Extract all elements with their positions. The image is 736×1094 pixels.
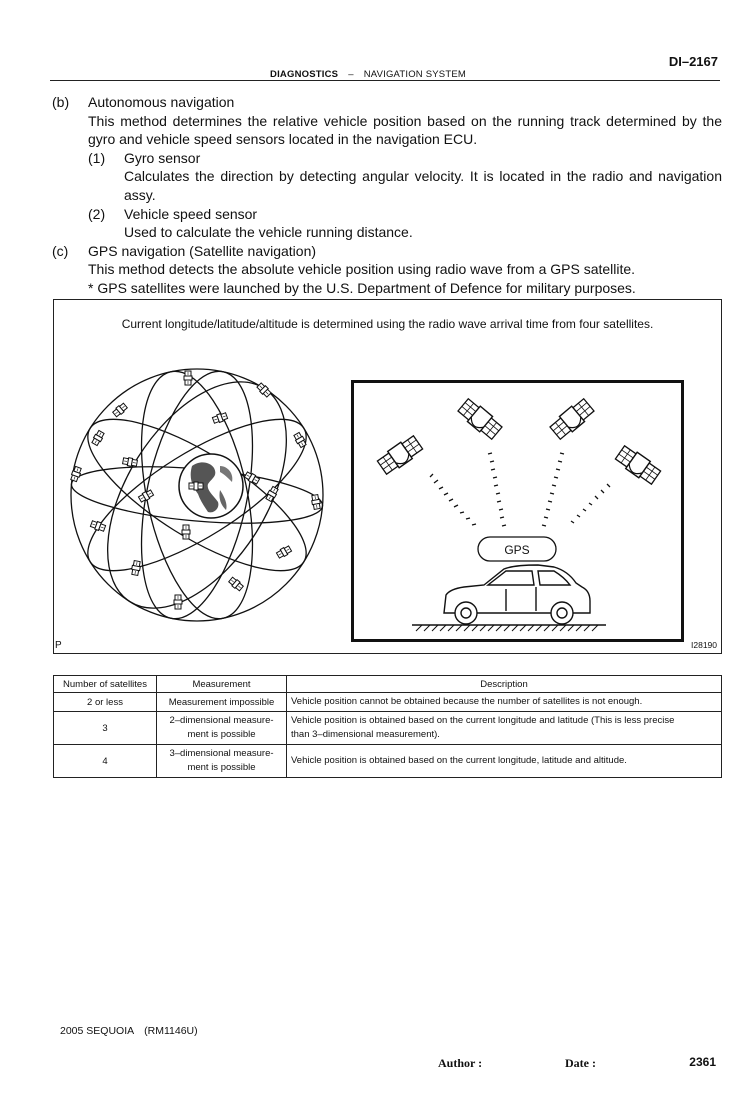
satellite-icon [376,434,424,476]
satellite-icon [457,397,504,441]
section-b-title: Autonomous navigation [88,94,235,110]
cell-measurement-line1: 3–dimensional measure- [169,748,274,759]
gps-figure [53,299,722,654]
table-header-row [54,676,722,693]
table-row [54,712,722,745]
car-icon [444,565,590,624]
section-b-label: (b) [52,94,70,110]
cell-measurement-line2: ment is possible [187,762,256,773]
header-number-of-satellites: Number of satellites [54,676,157,693]
section-c-label: (c) [52,242,69,259]
cell-satellites: 2 or less [54,693,157,712]
cell-description-line2: than 3–dimensional measurement). [291,729,440,740]
section-b1-text: Calculates the direction by detecting angular velocity. It is located in the radio and navigation assy. [124,168,722,203]
section-c-title: GPS navigation (Satellite navigation) [88,242,317,259]
section-c-note: * GPS satellites were launched by the U.S. Department of Defence for military purposes. [88,279,636,296]
section-b1-label: (1) [88,149,106,166]
footer-date-label: Date : [565,1056,596,1070]
cell-description: Vehicle position cannot be obtained because the number of satellites is not enough. [287,693,722,712]
satellite-icon [549,397,596,441]
cell-description: Vehicle position is obtained based on the current longitude, latitude and altitude. [287,745,722,778]
cell-description [287,712,722,745]
cell-measurement-line1: 2–dimensional measure- [169,715,274,726]
header-description: Description [287,676,722,693]
satellite-to-car-illustration [351,380,684,642]
section-c-heading [52,242,722,261]
cell-satellites: 3 [54,712,157,745]
figure-corner-mark: P [55,640,62,651]
page-header [0,69,736,80]
section-b2-heading [88,205,722,224]
cell-measurement [157,712,287,745]
figure-id: I28190 [691,640,717,650]
satellite-icon [614,444,662,486]
satellite-measurement-table [53,675,722,778]
section-b-text: This method determines the relative vehicle position based on the running track determined by the gyro and vehicle speed sensors located in the navigation ECU. [88,112,722,148]
header-rule [50,80,720,81]
section-b2-title: Vehicle speed sensor [124,205,258,222]
section-b-heading [52,93,722,112]
road-surface [412,625,606,631]
cell-measurement-line2: ment is possible [187,729,256,740]
table-row [54,693,722,712]
satellite-orbit-illustration [68,366,326,624]
footer-model-name: 2005 SEQUOIA [60,1025,135,1037]
header-measurement: Measurement [157,676,287,693]
header-system: NAVIGATION SYSTEM [363,69,466,80]
header-separator: – [348,69,354,80]
gps-label: GPS [504,543,530,557]
figure-caption: Current longitude/latitude/altitude is determined using the radio wave arrival time from four satellites. [121,317,654,331]
section-b2-text: Used to calculate the vehicle running distance. [124,224,413,241]
cell-measurement: Measurement impossible [157,693,287,712]
cell-measurement [157,745,287,778]
table-row [54,745,722,778]
page-id: DI–2167 [668,54,718,69]
section-b1-heading [88,149,722,168]
section-b1-title: Gyro sensor [124,149,201,166]
gps-signal-diagram [354,383,681,639]
section-b2-label: (2) [88,205,106,222]
header-section: DIAGNOSTICS [270,69,339,80]
cell-description-line1: Vehicle position is obtained based on the current longitude and latitude (This is less precise [291,715,675,726]
footer-page-number: 2361 [689,1055,716,1069]
radio-wave-signals [430,453,610,526]
footer-model [60,1025,208,1037]
footer-manual-code: (RM1146U) [144,1025,198,1037]
cell-satellites: 4 [54,745,157,778]
section-c-text: This method detects the absolute vehicle position using radio wave from a GPS satellite. [88,261,636,278]
body-text [52,93,722,298]
footer-author-label: Author : [438,1056,483,1070]
